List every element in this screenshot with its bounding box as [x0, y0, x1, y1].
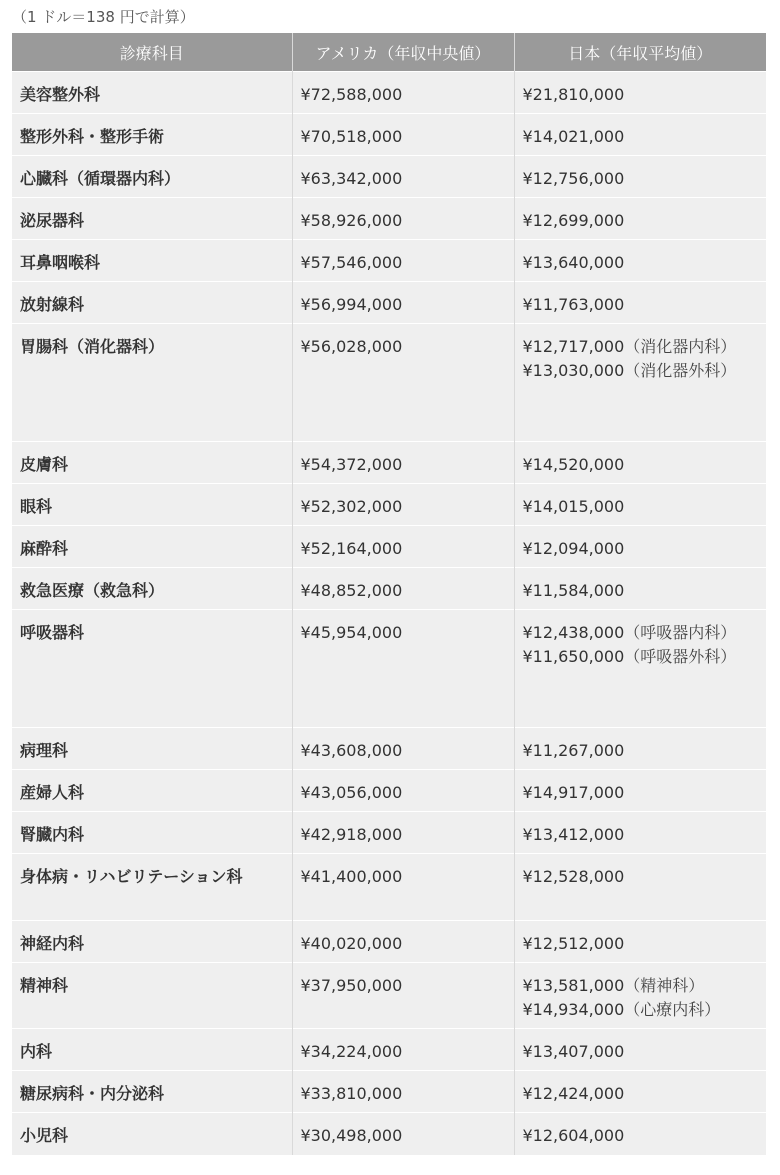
specialty-cell: 整形外科・整形手術 — [12, 114, 292, 156]
us-salary-cell: ¥57,546,000 — [292, 240, 514, 282]
japan-salary-label: （心療内科） — [624, 1000, 721, 1019]
japan-salary-value: ¥12,094,000 — [522, 539, 625, 558]
specialty-cell: 産婦人科 — [12, 770, 292, 812]
japan-salary-value: ¥12,512,000 — [522, 934, 625, 953]
japan-salary-value: ¥12,438,000 — [522, 623, 625, 642]
specialty-cell: 内科 — [12, 1029, 292, 1071]
japan-salary-line — [523, 823, 759, 847]
japan-salary-line — [523, 125, 759, 149]
japan-salary-value: ¥13,407,000 — [522, 1042, 625, 1061]
japan-salary-line — [523, 83, 759, 107]
specialty-cell: 心臓科（循環器内科） — [12, 156, 292, 198]
specialty-cell: 救急医療（救急科） — [12, 568, 292, 610]
table-row — [12, 240, 766, 282]
japan-salary-value: ¥11,650,000 — [522, 647, 625, 666]
table-row — [12, 728, 766, 770]
japan-salary-cell — [514, 240, 766, 282]
table-row — [12, 282, 766, 324]
japan-salary-line — [523, 167, 759, 191]
specialty-cell: 腎臓内科 — [12, 812, 292, 854]
table-row — [12, 963, 766, 1029]
us-salary-cell: ¥30,498,000 — [292, 1113, 514, 1155]
japan-salary-cell — [514, 198, 766, 240]
japan-salary-line — [523, 1124, 759, 1148]
japan-salary-value: ¥21,810,000 — [522, 85, 625, 104]
japan-salary-line — [523, 1040, 759, 1064]
japan-salary-value: ¥12,699,000 — [522, 211, 625, 230]
us-salary-cell: ¥72,588,000 — [292, 72, 514, 114]
table-row — [12, 1071, 766, 1113]
table-row — [12, 921, 766, 963]
japan-salary-value: ¥13,581,000 — [522, 976, 625, 995]
japan-salary-line — [523, 645, 759, 669]
japan-salary-line — [523, 974, 759, 998]
salary-comparison-table — [12, 33, 766, 1155]
specialty-cell: 小児科 — [12, 1113, 292, 1155]
us-salary-cell: ¥45,954,000 — [292, 610, 514, 728]
japan-salary-value: ¥13,412,000 — [522, 825, 625, 844]
japan-salary-value: ¥13,640,000 — [522, 253, 625, 272]
table-row — [12, 72, 766, 114]
specialty-cell: 皮膚科 — [12, 442, 292, 484]
japan-salary-line — [523, 579, 759, 603]
table-row — [12, 610, 766, 728]
us-salary-cell: ¥34,224,000 — [292, 1029, 514, 1071]
japan-salary-line — [523, 1082, 759, 1106]
japan-salary-line — [523, 781, 759, 805]
japan-salary-line — [523, 739, 759, 763]
us-salary-cell: ¥52,302,000 — [292, 484, 514, 526]
japan-salary-value: ¥12,756,000 — [522, 169, 625, 188]
table-row — [12, 568, 766, 610]
table-row — [12, 1029, 766, 1071]
japan-salary-value: ¥11,763,000 — [522, 295, 625, 314]
specialty-cell: 耳鼻咽喉科 — [12, 240, 292, 282]
us-salary-cell: ¥54,372,000 — [292, 442, 514, 484]
japan-salary-line — [523, 495, 759, 519]
specialty-cell: 眼科 — [12, 484, 292, 526]
table-row — [12, 442, 766, 484]
japan-salary-cell — [514, 1113, 766, 1155]
specialty-cell: 精神科 — [12, 963, 292, 1029]
table-row — [12, 198, 766, 240]
specialty-cell: 泌尿器科 — [12, 198, 292, 240]
japan-salary-cell — [514, 568, 766, 610]
japan-salary-line — [523, 209, 759, 233]
japan-salary-line — [523, 932, 759, 956]
table-row — [12, 156, 766, 198]
japan-salary-value: ¥12,528,000 — [522, 867, 625, 886]
table-row — [12, 1113, 766, 1155]
japan-salary-cell — [514, 812, 766, 854]
us-salary-cell: ¥40,020,000 — [292, 921, 514, 963]
table-row — [12, 114, 766, 156]
japan-salary-cell — [514, 770, 766, 812]
table-row — [12, 854, 766, 921]
header-japan-average: 日本（年収平均値） — [514, 33, 766, 72]
japan-salary-line — [523, 453, 759, 477]
table-row — [12, 526, 766, 568]
japan-salary-cell — [514, 156, 766, 198]
us-salary-cell: ¥33,810,000 — [292, 1071, 514, 1113]
specialty-cell: 美容整外科 — [12, 72, 292, 114]
specialty-cell: 身体病・リハビリテーション科 — [12, 854, 292, 921]
us-salary-cell: ¥41,400,000 — [292, 854, 514, 921]
japan-salary-cell — [514, 72, 766, 114]
table-header-row — [12, 33, 766, 72]
us-salary-cell: ¥70,518,000 — [292, 114, 514, 156]
table-row — [12, 812, 766, 854]
japan-salary-label: （消化器外科） — [624, 361, 737, 380]
table-body — [12, 72, 766, 1155]
header-specialty: 診療科目 — [12, 33, 292, 72]
japan-salary-value: ¥11,267,000 — [522, 741, 625, 760]
japan-salary-cell — [514, 963, 766, 1029]
specialty-cell: 糖尿病科・内分泌科 — [12, 1071, 292, 1113]
japan-salary-label: （呼吸器内科） — [624, 623, 737, 642]
specialty-cell: 神経内科 — [12, 921, 292, 963]
specialty-cell: 放射線科 — [12, 282, 292, 324]
japan-salary-cell — [514, 854, 766, 921]
japan-salary-cell — [514, 114, 766, 156]
japan-salary-label: （精神科） — [624, 976, 705, 995]
japan-salary-value: ¥12,424,000 — [522, 1084, 625, 1103]
japan-salary-line — [523, 537, 759, 561]
specialty-cell: 呼吸器科 — [12, 610, 292, 728]
japan-salary-cell — [514, 1071, 766, 1113]
japan-salary-cell — [514, 728, 766, 770]
japan-salary-cell — [514, 610, 766, 728]
japan-salary-cell — [514, 1029, 766, 1071]
japan-salary-cell — [514, 324, 766, 442]
japan-salary-cell — [514, 921, 766, 963]
us-salary-cell: ¥58,926,000 — [292, 198, 514, 240]
japan-salary-line — [523, 359, 759, 383]
us-salary-cell: ¥56,028,000 — [292, 324, 514, 442]
japan-salary-label: （呼吸器外科） — [624, 647, 737, 666]
table-row — [12, 770, 766, 812]
japan-salary-value: ¥11,584,000 — [522, 581, 625, 600]
table-row — [12, 324, 766, 442]
specialty-cell: 胃腸科（消化器科） — [12, 324, 292, 442]
us-salary-cell: ¥37,950,000 — [292, 963, 514, 1029]
japan-salary-line — [523, 251, 759, 275]
japan-salary-line — [523, 865, 759, 889]
japan-salary-value: ¥12,717,000 — [522, 337, 625, 356]
japan-salary-line — [523, 998, 759, 1022]
japan-salary-cell — [514, 282, 766, 324]
japan-salary-line — [523, 293, 759, 317]
us-salary-cell: ¥48,852,000 — [292, 568, 514, 610]
us-salary-cell: ¥42,918,000 — [292, 812, 514, 854]
japan-salary-line — [523, 335, 759, 359]
japan-salary-value: ¥14,520,000 — [522, 455, 625, 474]
japan-salary-value: ¥14,934,000 — [522, 1000, 625, 1019]
specialty-cell: 病理科 — [12, 728, 292, 770]
japan-salary-value: ¥13,030,000 — [522, 361, 625, 380]
japan-salary-value: ¥12,604,000 — [522, 1126, 625, 1145]
japan-salary-cell — [514, 442, 766, 484]
table-row — [12, 484, 766, 526]
japan-salary-value: ¥14,021,000 — [522, 127, 625, 146]
japan-salary-line — [523, 621, 759, 645]
us-salary-cell: ¥52,164,000 — [292, 526, 514, 568]
japan-salary-cell — [514, 484, 766, 526]
header-us-median: アメリカ（年収中央値） — [292, 33, 514, 72]
us-salary-cell: ¥43,608,000 — [292, 728, 514, 770]
exchange-rate-note: （1 ドル＝138 円で計算） — [12, 8, 195, 26]
japan-salary-cell — [514, 526, 766, 568]
japan-salary-value: ¥14,917,000 — [522, 783, 625, 802]
us-salary-cell: ¥56,994,000 — [292, 282, 514, 324]
japan-salary-value: ¥14,015,000 — [522, 497, 625, 516]
specialty-cell: 麻酔科 — [12, 526, 292, 568]
us-salary-cell: ¥63,342,000 — [292, 156, 514, 198]
us-salary-cell: ¥43,056,000 — [292, 770, 514, 812]
japan-salary-label: （消化器内科） — [624, 337, 737, 356]
